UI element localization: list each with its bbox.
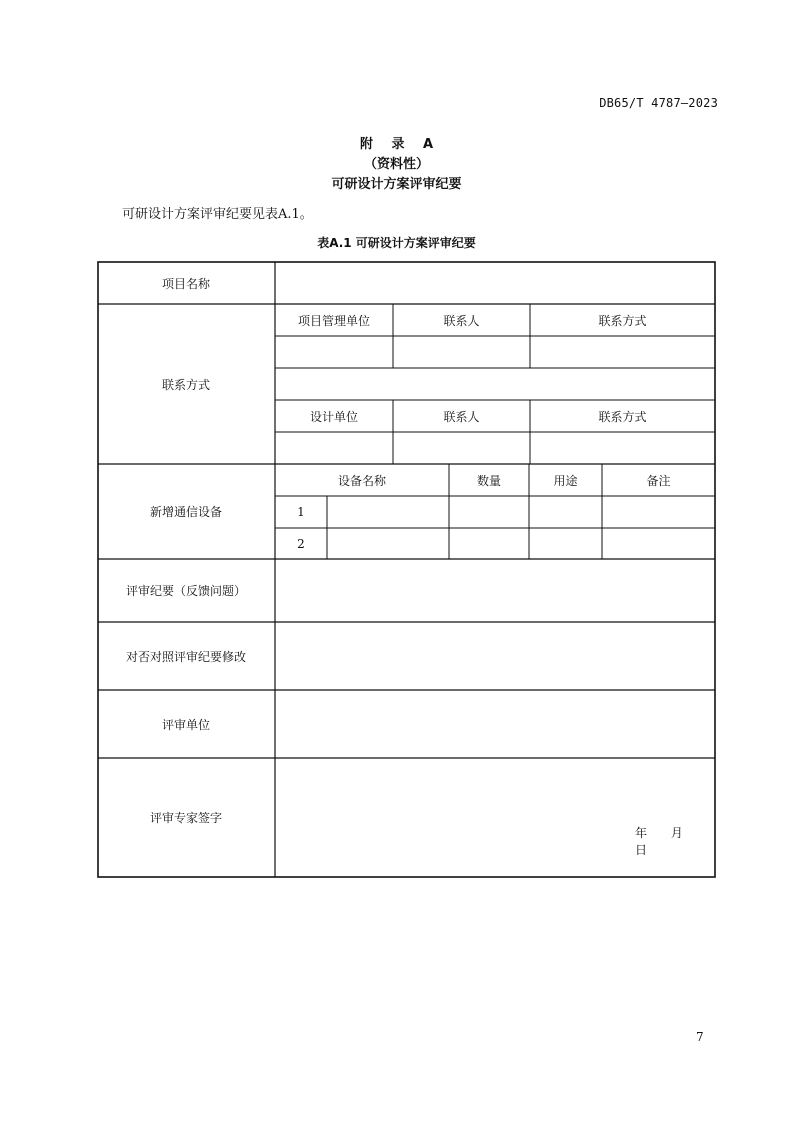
signature-date: 年 月 日 bbox=[635, 826, 683, 857]
review-summary-table bbox=[97, 261, 716, 878]
appendix-nature: （资料性） bbox=[363, 157, 429, 172]
review-summary-label: 评审纪要（反馈问题） bbox=[125, 584, 246, 598]
equipment-row-number: 1 bbox=[297, 505, 305, 519]
intro-text: 可研设计方案评审纪要见表A.1。 bbox=[122, 207, 313, 222]
equipment-header-name: 设备名称 bbox=[337, 473, 386, 488]
appendix-title: 附 录 A bbox=[359, 137, 434, 152]
revision-check-label: 对否对照评审纪要修改 bbox=[125, 649, 246, 664]
contact-header-management-unit: 项目管理单位 bbox=[297, 313, 370, 328]
contact-header-contact-person: 联系人 bbox=[443, 313, 480, 328]
page-number: 7 bbox=[696, 1030, 704, 1044]
appendix-name: 可研设计方案评审纪要 bbox=[331, 177, 462, 192]
equipment-header-quantity: 数量 bbox=[476, 473, 501, 488]
contact-header-contact-person-2: 联系人 bbox=[443, 409, 480, 424]
review-unit-label: 评审单位 bbox=[161, 717, 210, 732]
standard-code: DB65/T 4787—2023 bbox=[599, 96, 718, 110]
contact-header-design-unit: 设计单位 bbox=[309, 409, 358, 424]
equipment-header-remarks: 备注 bbox=[646, 473, 671, 488]
equipment-row-number: 2 bbox=[297, 536, 305, 551]
project-name-label: 项目名称 bbox=[161, 276, 210, 291]
expert-sign-label: 评审专家签字 bbox=[149, 811, 222, 825]
equipment-label: 新增通信设备 bbox=[149, 505, 222, 519]
contact-header-contact-info-2: 联系方式 bbox=[598, 409, 647, 424]
table-caption: 表A.1 可研设计方案评审纪要 bbox=[317, 236, 476, 250]
equipment-header-purpose: 用途 bbox=[553, 473, 578, 488]
contact-label: 联系方式 bbox=[161, 377, 210, 392]
contact-header-contact-info: 联系方式 bbox=[598, 313, 647, 328]
